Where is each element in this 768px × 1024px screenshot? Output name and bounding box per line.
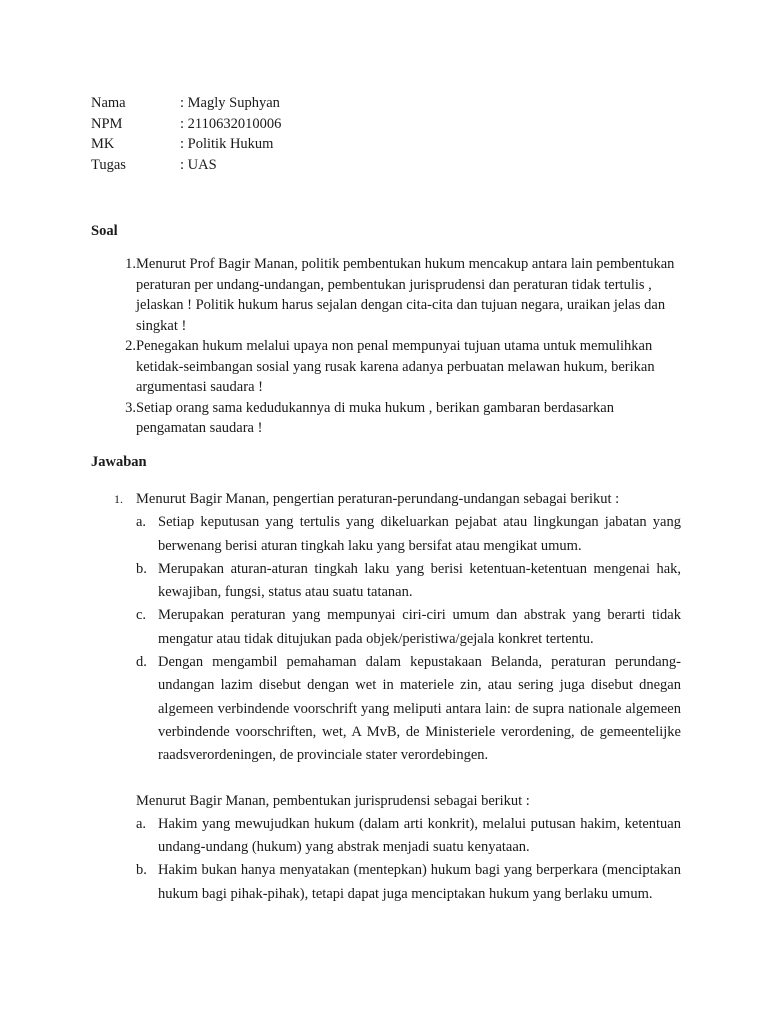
list-item [136,558,681,605]
identity-label: Nama [91,95,126,111]
identity-value: : Magly Suphyan [180,95,280,111]
question-text: Setiap orang sama kedudukannya di muka hukum , berikan gambaran berdasarkan pengamatan saudara ! [136,399,614,436]
answer-number: 1. [114,492,123,506]
question-number: 2. [125,338,136,354]
list-letter: b. [136,862,147,879]
list-item [136,813,681,860]
list-text: Dengan mengambil pemahaman dalam kepustakaan Belanda, peraturan perundang-undangan lazim disebut dengan wet in materiele zin, atau sering juga disebut dnegan algemeen verbindende voorschrift yang meliputi antara lain: de supra nationale algemeen verbindende voorschriften, wet, A MvB, de Ministeriele verordening, de gemeentelijke raadsverordeningen, de provinciale stater verordebingen. [158,654,681,764]
identity-block [91,93,281,175]
jawaban-heading: Jawaban [91,454,147,470]
question-text: Menurut Prof Bagir Manan, politik pembentukan hukum mencakup antara lain pembentukan peraturan per undang-undangan, pembentukan jurisprudensi dan peraturan tidak tertulis , jelaskan ! Politik hukum harus sejalan dengan cita-cita dan tujuan negara, uraikan jelas dan singkat ! [136,256,675,334]
list-item [136,604,681,651]
question-text: Penegakan hukum melalui upaya non penal mempunyai tujuan utama untuk memulihkan ketidak-seimbangan sosial yang rusak karena adanya perbuatan melawan hukum, berikan argumentasi saudara ! [136,338,655,395]
question-number: 1. [125,256,136,272]
answer-item [91,488,681,511]
identity-row-mk [91,134,281,155]
list-text: Hakim bukan hanya menyatakan (mentepkan) hukum bagi yang berperkara (menciptakan hukum bagi pihak-pihak), tetapi dapat juga menciptakan hukum yang berlaku umum. [158,862,681,902]
list-letter: d. [136,654,147,671]
list-item [136,859,681,906]
answer-sub-list [136,813,681,906]
soal-heading: Soal [91,223,118,239]
list-letter: b. [136,560,147,577]
identity-value: : 2110632010006 [180,115,282,132]
answer-intro: Menurut Bagir Manan, pengertian peraturan-perundang-undangan sebagai berikut : [136,491,620,507]
list-text: Merupakan aturan-aturan tingkah laku yang berisi ketentuan-ketentuan mengenai hak, kewajiban, fungsi, status atau suatu tatanan. [158,560,681,601]
question-number: 3. [125,399,136,416]
list-text: Hakim yang mewujudkan hukum (dalam arti konkrit), melalui putusan hakim, ketentuan undang-undang (hukum) yang abstrak menjadi suatu kenyataan. [158,815,681,856]
list-item [136,511,681,558]
list-letter: a. [136,815,147,832]
identity-value: : Politik Hukum [180,136,274,152]
answer-block [91,488,681,906]
identity-row-npm [91,114,281,135]
list-text: Merupakan peraturan yang mempunyai ciri-ciri umum dan abstrak yang berarti tidak mengatur atau tidak ditujukan pada objek/peristiwa/gejala konkret tertentu. [158,607,681,647]
list-letter: a. [136,514,147,531]
question-item [91,398,681,439]
question-item [91,254,681,336]
list-text: Setiap keputusan yang tertulis yang dikeluarkan pejabat atau lingkungan jabatan yang berwenang berisi aturan tingkah laku yang bersifat atau mengikat umum. [158,514,681,554]
identity-value: : UAS [180,156,217,173]
question-item [91,336,681,398]
question-list [91,254,681,439]
identity-row-tugas [91,155,281,176]
identity-label: Tugas [91,156,126,173]
list-item [136,651,681,767]
identity-label: NPM [91,115,123,132]
identity-row-nama [91,93,281,114]
identity-label: MK [91,136,115,152]
list-letter: c. [136,607,147,624]
answer-paragraph: Menurut Bagir Manan, pembentukan jurisprudensi sebagai berikut : [136,792,530,809]
answer-sub-list [136,511,681,767]
